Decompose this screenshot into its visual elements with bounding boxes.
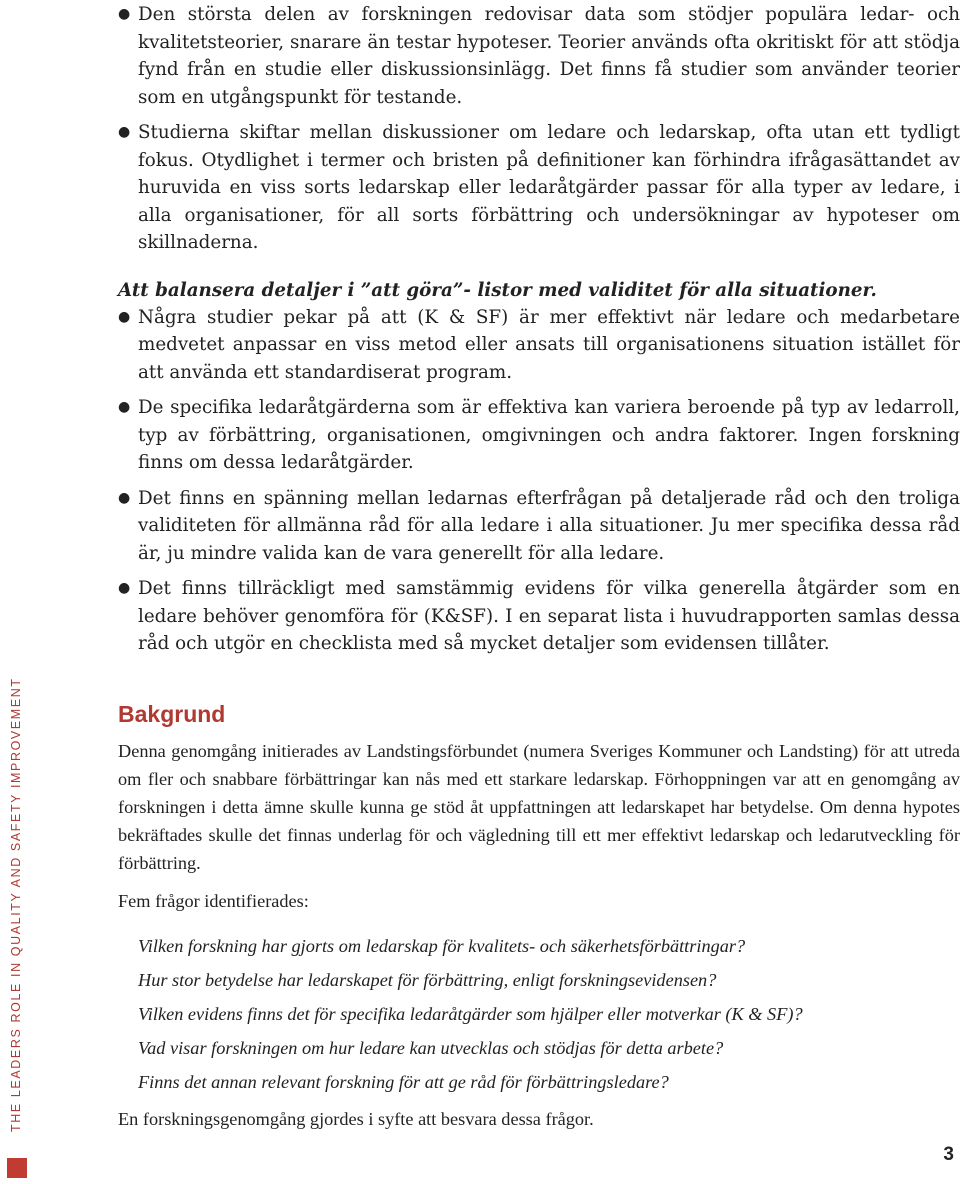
sidebar-marker [7, 1158, 27, 1178]
question-item: Vilken evidens finns det för specifika ledaråtgärder som hjälper eller motverkar (K & SF)? [138, 1003, 803, 1024]
question-item: Vad visar forskningen om hur ledare kan utvecklas och stödjas för detta arbete? [138, 1037, 724, 1058]
list-item: ● Den största delen av forskningen redovisar data som stödjer populära ledar- och kvalitetsteorier, snarare än testar hypoteser. Teorier används ofta okritiskt för att stödja fynd från en studie eller diskussionsinlägg. Det finns få studier som använder teorier som en utgångspunkt för testande. [118, 1, 960, 111]
closing-sentence: En forskningsgenomgång gjordes i syfte att besvara dessa frågor. [118, 1108, 594, 1129]
page-content [118, 0, 960, 1133]
sidebar-running-title: THE LEADERS ROLE IN QUALITY AND SAFETY IMPROVEMENT [9, 677, 23, 1132]
bullet-icon: ● [118, 489, 131, 506]
question-item: Hur stor betydelse har ledarskapet för förbättring, enligt forskningsevidensen? [138, 969, 717, 990]
bullet-icon: ● [118, 580, 131, 596]
findings-list-2 [118, 304, 960, 658]
question-item: Finns det annan relevant forskning för att ge råd för förbättringsledare? [138, 1071, 669, 1092]
background-paragraph: Denna genomgång initierades av Landstingsförbundet (numera Sveriges Kommuner och Landsting) för att utreda om fler och snabbare förbättringar kan nås med ett starkare ledarskap. Förhoppningen var att en genomgång av forskningen i detta ämne skulle kunna ge stöd åt uppfattningen att ledarskapet har betydelse. Om denna hypotes bekräftades skulle det finnas underlag för och vägledning till ett mer effektivt ledarskap och ledarutveckling för förbättring. [118, 740, 960, 873]
page-number: 3 [943, 1144, 954, 1165]
section-title-background: Bakgrund [118, 700, 226, 727]
questions-lead: Fem frågor identifierades: [118, 890, 309, 911]
bullet-icon: ● [118, 308, 131, 325]
question-item: Vilken forskning har gjorts om ledarskap för kvalitets- och säkerhetsförbättringar? [138, 935, 746, 956]
list-item: ● Det finns tillräckligt med samstämmig evidens för vilka generella åtgärder som en ledare behöver genomföra för (K&SF). I en separat lista i huvudrapporten samlas dessa råd och utgör en checklista med så mycket detaljer som evidensen tillåter. [118, 575, 960, 658]
bullet-icon: ● [118, 6, 131, 22]
bullet-icon: ● [118, 399, 131, 415]
questions-list [138, 929, 960, 1099]
subheading: Att balansera detaljer i ”att göra”- listor med validitet för alla situationer. [118, 279, 877, 301]
findings-list-1 [118, 1, 960, 257]
list-item: ● De specifika ledaråtgärderna som är effektiva kan variera beroende på typ av ledarroll, typ av förbättring, organisationen, omgivningen och andra faktorer. Ingen forskning finns om dessa ledaråtgärder. [118, 394, 960, 477]
bullet-icon: ● [118, 124, 131, 140]
list-item: ● Några studier pekar på att (K & SF) är mer effektivt när ledare och medarbetare medvetet anpassar en viss metod eller ansats till organisationens situation istället för att använda ett standardiserat program. [118, 304, 960, 387]
list-item: ● Studierna skiftar mellan diskussioner om ledare och ledarskap, ofta utan ett tydligt fokus. Otydlighet i termer och bristen på definitioner kan förhindra ifrågasättandet av huruvida en viss sorts ledarskap eller ledaråtgärder passar för alla typer av ledare, i alla organisationer, för all sorts förbättring och undersökningar av hypoteser om skillnaderna. [118, 119, 960, 257]
list-item: ● Det finns en spänning mellan ledarnas efterfrågan på detaljerade råd och den troliga validiteten för allmänna råd för alla ledare i alla situationer. Ju mer specifika dessa råd är, ju mindre valida kan de vara generellt för alla ledare. [118, 485, 960, 568]
